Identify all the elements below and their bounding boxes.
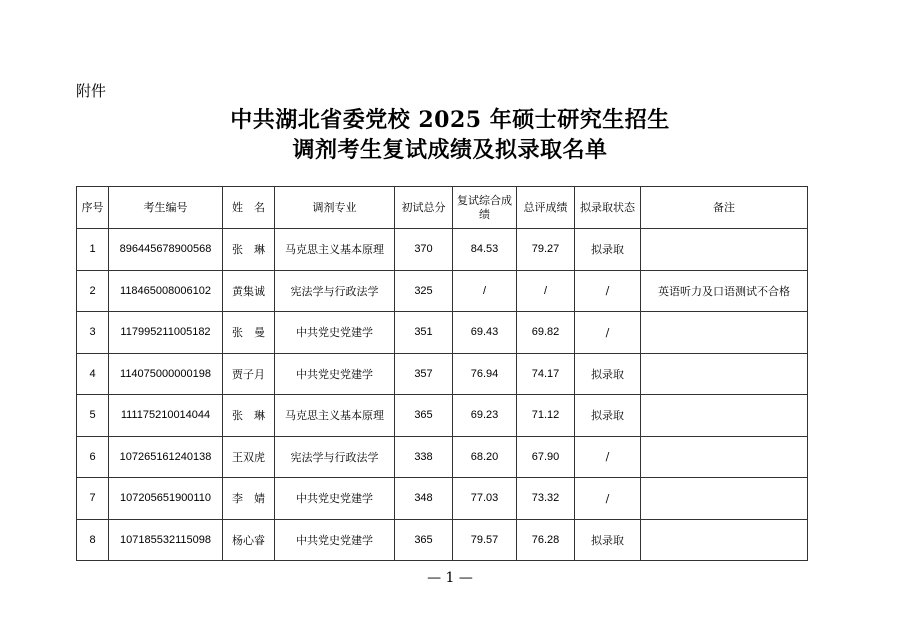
cell-name: 贾子月 (223, 353, 275, 395)
table-row (77, 312, 808, 354)
cell-major: 宪法学与行政法学 (275, 270, 395, 312)
cell-major: 中共党史党建学 (275, 519, 395, 561)
cell-no: 1 (77, 229, 109, 271)
table-row (77, 270, 808, 312)
cell-no: 3 (77, 312, 109, 354)
cell-name: 杨心睿 (223, 519, 275, 561)
cell-major: 宪法学与行政法学 (275, 436, 395, 478)
cell-no: 5 (77, 395, 109, 437)
cell-remark (641, 395, 808, 437)
cell-candidate-id: 118465008006102 (109, 270, 223, 312)
cell-candidate-id: 107265161240138 (109, 436, 223, 478)
cell-candidate-id: 107205651900110 (109, 478, 223, 520)
cell-retest-score: 69.43 (453, 312, 517, 354)
cell-status: 拟录取 (575, 395, 641, 437)
cell-remark: 英语听力及口语测试不合格 (641, 270, 808, 312)
header-candidate-id: 考生编号 (109, 187, 223, 229)
header-remark: 备注 (641, 187, 808, 229)
header-major: 调剂专业 (275, 187, 395, 229)
cell-initial-score: 357 (395, 353, 453, 395)
cell-major: 马克思主义基本原理 (275, 395, 395, 437)
page-number: — 1 — (427, 570, 473, 586)
cell-initial-score: 365 (395, 519, 453, 561)
cell-no: 7 (77, 478, 109, 520)
cell-initial-score: 370 (395, 229, 453, 271)
cell-retest-score: 77.03 (453, 478, 517, 520)
cell-no: 2 (77, 270, 109, 312)
cell-candidate-id: 111175210014044 (109, 395, 223, 437)
cell-remark (641, 353, 808, 395)
cell-name: 张 琳 (223, 395, 275, 437)
cell-retest-score: / (453, 270, 517, 312)
admission-table (76, 186, 808, 561)
table-row (77, 436, 808, 478)
cell-initial-score: 351 (395, 312, 453, 354)
cell-remark (641, 436, 808, 478)
cell-name: 张 琳 (223, 229, 275, 271)
cell-name: 王双虎 (223, 436, 275, 478)
table-row (77, 353, 808, 395)
cell-name: 黄集诚 (223, 270, 275, 312)
cell-status: / (575, 312, 641, 354)
cell-status: / (575, 478, 641, 520)
document-title-line-2: 调剂考生复试成绩及拟录取名单 (292, 137, 608, 163)
table-row (77, 478, 808, 520)
cell-status: / (575, 270, 641, 312)
cell-major: 马克思主义基本原理 (275, 229, 395, 271)
cell-no: 8 (77, 519, 109, 561)
header-total-score: 总评成绩 (517, 187, 575, 229)
cell-remark (641, 312, 808, 354)
cell-initial-score: 348 (395, 478, 453, 520)
cell-major: 中共党史党建学 (275, 312, 395, 354)
header-initial-score: 初试总分 (395, 187, 453, 229)
header-admission-status: 拟录取状态 (575, 187, 641, 229)
cell-remark (641, 229, 808, 271)
cell-initial-score: 365 (395, 395, 453, 437)
document-title-line-1: 中共湖北省委党校 2025 年硕士研究生招生 (230, 107, 670, 133)
header-name: 姓 名 (223, 187, 275, 229)
table-row (77, 395, 808, 437)
cell-status: / (575, 436, 641, 478)
cell-candidate-id: 107185532115098 (109, 519, 223, 561)
table-header-row (77, 187, 808, 229)
cell-no: 6 (77, 436, 109, 478)
cell-total-score: / (517, 270, 575, 312)
cell-total-score: 69.82 (517, 312, 575, 354)
cell-candidate-id: 117995211005182 (109, 312, 223, 354)
cell-total-score: 79.27 (517, 229, 575, 271)
cell-retest-score: 79.57 (453, 519, 517, 561)
cell-status: 拟录取 (575, 353, 641, 395)
cell-total-score: 74.17 (517, 353, 575, 395)
cell-name: 李 婧 (223, 478, 275, 520)
cell-total-score: 71.12 (517, 395, 575, 437)
cell-major: 中共党史党建学 (275, 353, 395, 395)
cell-status: 拟录取 (575, 519, 641, 561)
cell-candidate-id: 114075000000198 (109, 353, 223, 395)
table-row (77, 229, 808, 271)
cell-major: 中共党史党建学 (275, 478, 395, 520)
cell-name: 张 曼 (223, 312, 275, 354)
cell-remark (641, 519, 808, 561)
cell-retest-score: 84.53 (453, 229, 517, 271)
cell-candidate-id: 896445678900568 (109, 229, 223, 271)
table-row (77, 519, 808, 561)
cell-no: 4 (77, 353, 109, 395)
attachment-label: 附件 (76, 82, 107, 100)
cell-retest-score: 69.23 (453, 395, 517, 437)
cell-retest-score: 68.20 (453, 436, 517, 478)
header-no: 序号 (77, 187, 109, 229)
cell-initial-score: 338 (395, 436, 453, 478)
cell-remark (641, 478, 808, 520)
cell-total-score: 76.28 (517, 519, 575, 561)
cell-initial-score: 325 (395, 270, 453, 312)
cell-status: 拟录取 (575, 229, 641, 271)
cell-total-score: 73.32 (517, 478, 575, 520)
cell-total-score: 67.90 (517, 436, 575, 478)
header-retest-score: 复试综合成绩 (453, 187, 517, 229)
cell-retest-score: 76.94 (453, 353, 517, 395)
